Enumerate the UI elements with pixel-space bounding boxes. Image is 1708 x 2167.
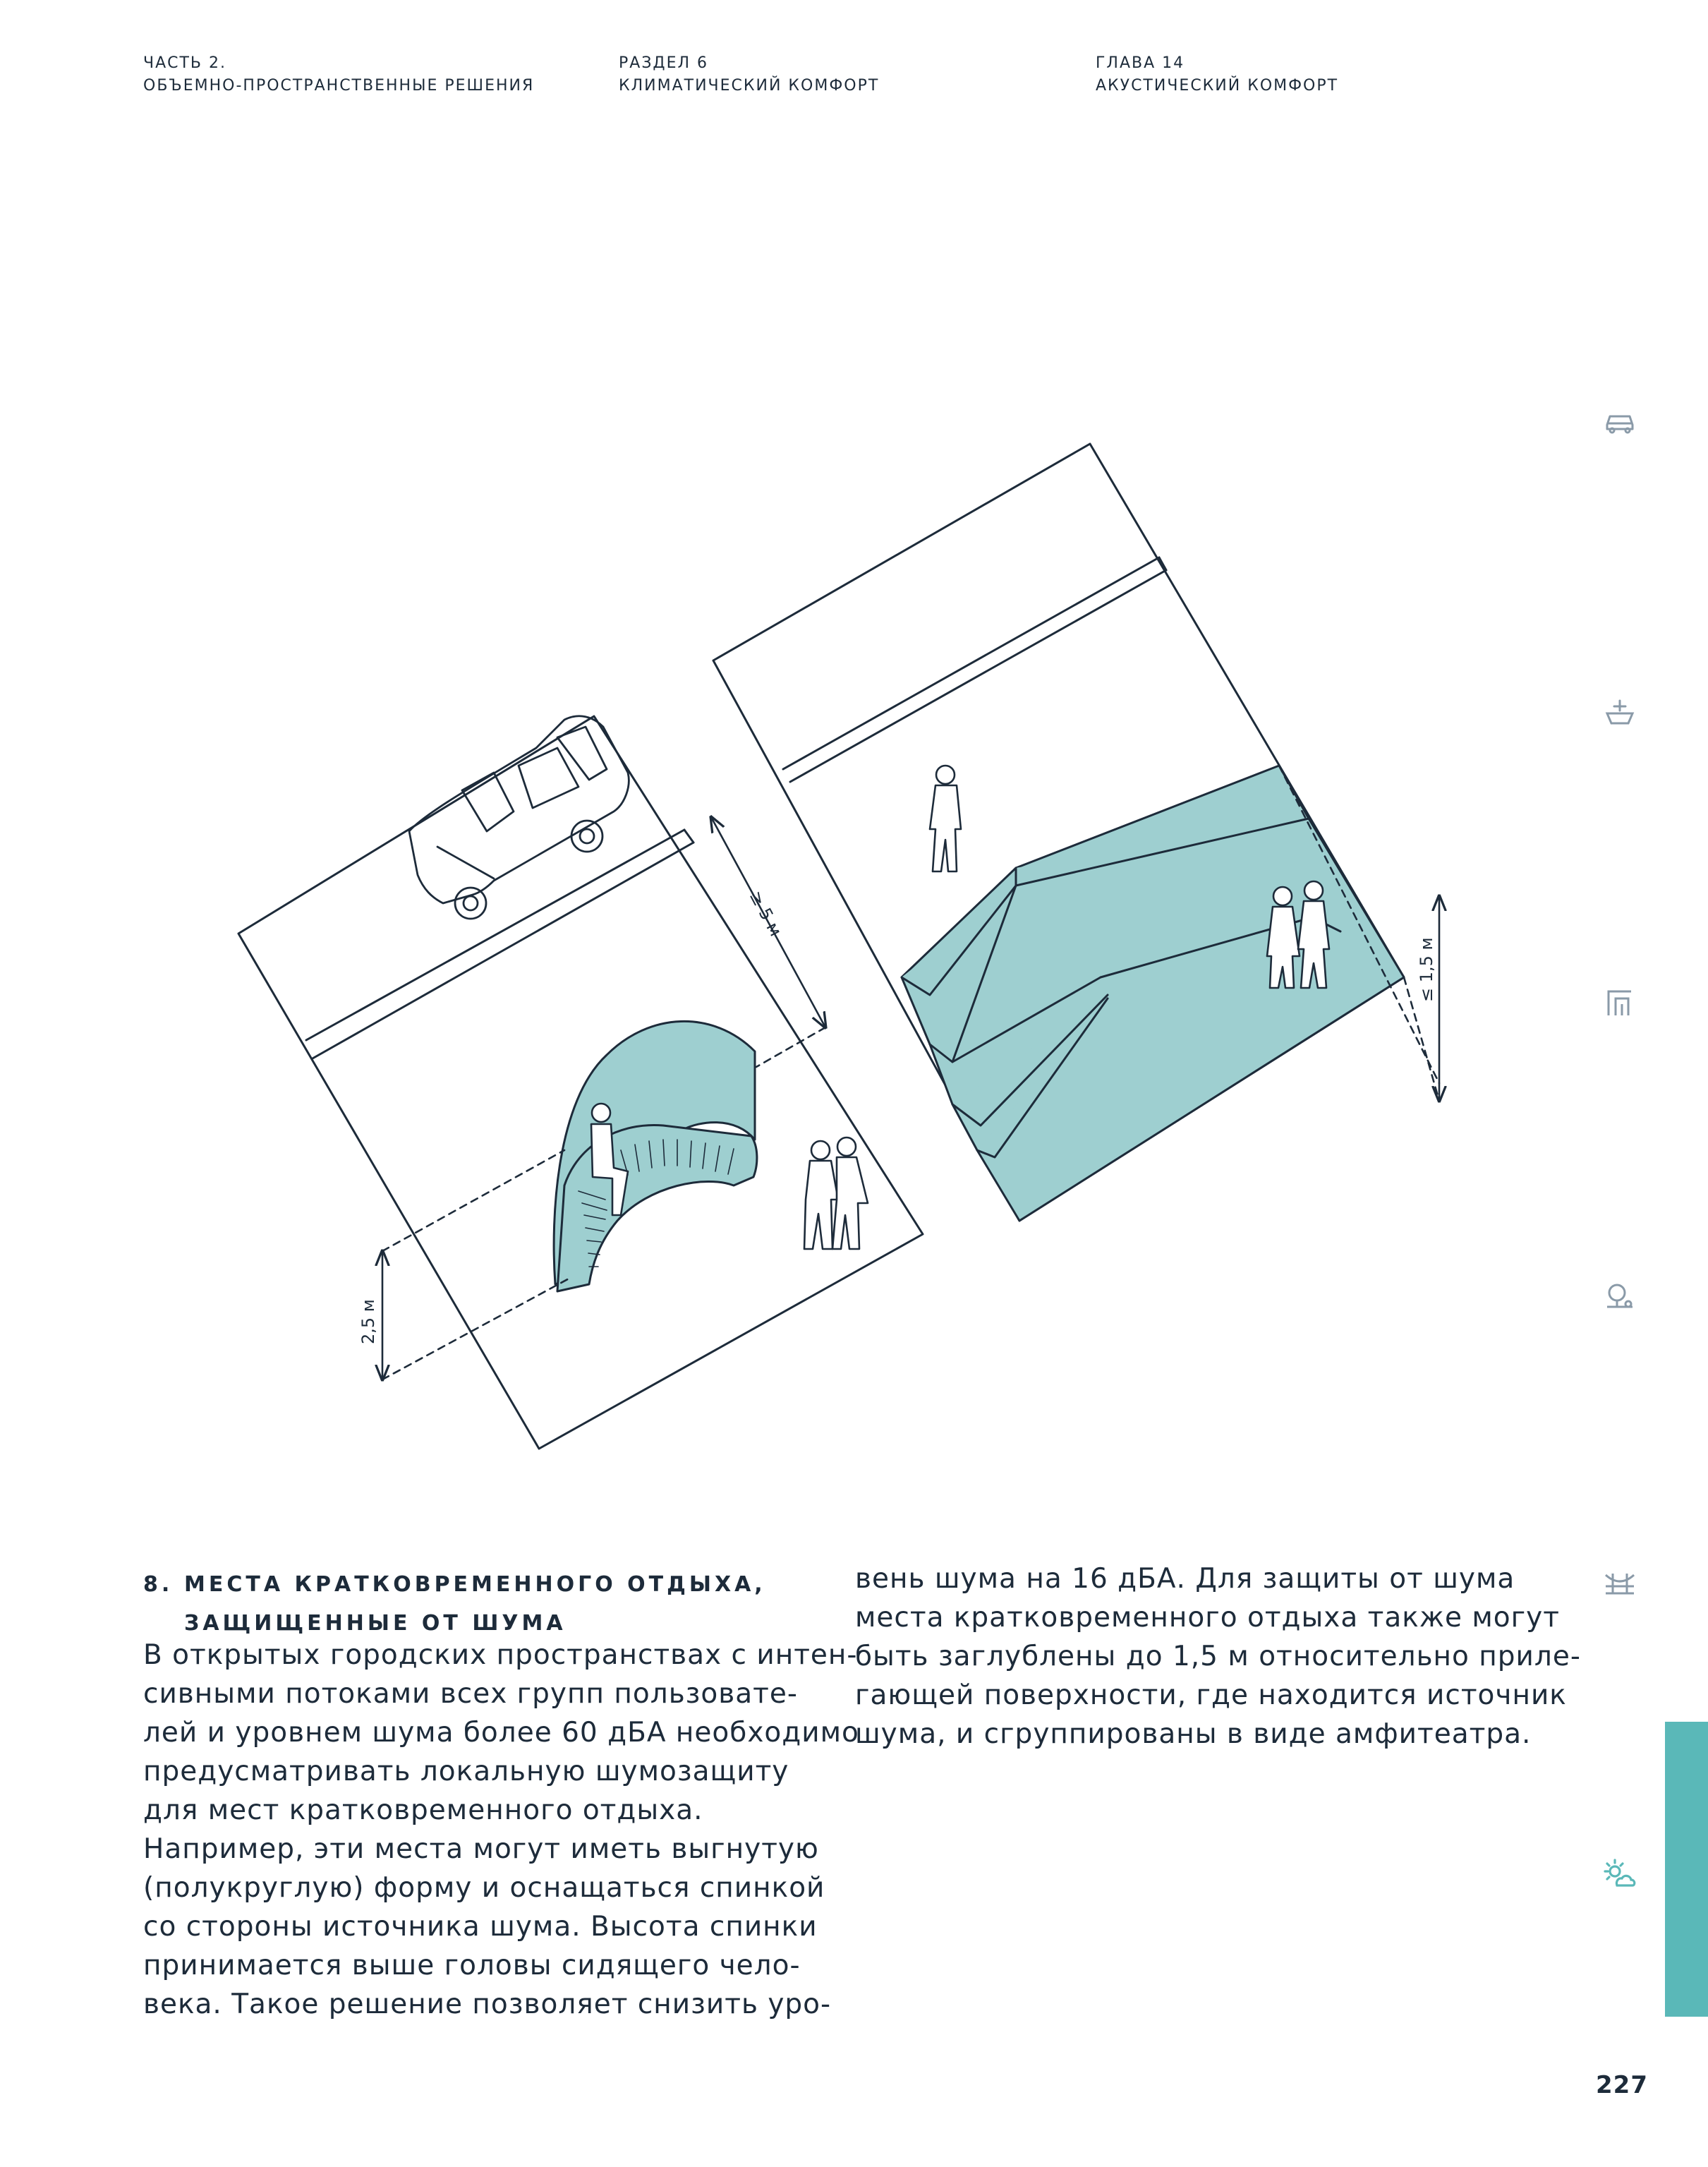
header-section: РАЗДЕЛ 6 КЛИМАТИЧЕСКИЙ КОМФОРТ	[619, 54, 880, 95]
body-column-1: В открытых городских пространствах с интен- сивными потоками всех групп пользовате- лей и уровнем шума более 60 дБА необходимо предусматривать локальную шумозащиту для мест кратковременного отдыха. Например, эти места могут иметь выгнутую (полукруглую) форму и оснащаться спинкой со стороны источника шума. Высота спинки принимается выше головы сидящего чело- века. Такое решение позволяет снизить уро-	[143, 1639, 859, 2020]
ship-icon[interactable]	[1601, 695, 1638, 732]
curved-bench	[557, 1125, 757, 1291]
chapter-tab-marker	[1665, 1722, 1708, 2017]
article-number: 8.	[143, 1572, 174, 1597]
sun-cloud-icon[interactable]	[1601, 1857, 1638, 1894]
dimension-left-label: 2,5 м	[358, 1299, 378, 1344]
tree-icon[interactable]	[1601, 1277, 1638, 1314]
walking-people-icon	[804, 1137, 868, 1249]
dimension-middle-label: ≥ 5 м	[745, 887, 786, 940]
amphitheater-steps	[902, 766, 1404, 1221]
dimension-left	[382, 1150, 571, 1380]
left-curb-line	[306, 830, 684, 1040]
header-part: ЧАСТЬ 2. ОБЪЕМНО-ПРОСТРАНСТВЕННЫЕ РЕШЕНИЯ	[143, 54, 535, 95]
body-column-2: вень шума на 16 дБА. Для защиты от шума места кратковременного отдыха также могут быть заглублены до 1,5 м относительно приле- гающей поверхности, где находится источник шума, и сгруппированы в виде амфитеатра.	[855, 1563, 1581, 1750]
dimension-right-label: ≤ 1,5 м	[1417, 937, 1436, 1002]
left-ground-plate	[238, 716, 923, 1449]
header-chapter: ГЛАВА 14 АКУСТИЧЕСКИЙ КОМФОРТ	[1096, 54, 1339, 95]
dimension-middle	[711, 817, 825, 1067]
bridge-icon[interactable]	[1601, 1565, 1638, 1602]
standing-person-icon	[930, 766, 961, 871]
page-number: 227	[1596, 2071, 1648, 2099]
article-title	[143, 1565, 766, 1643]
building-icon[interactable]	[1601, 984, 1638, 1021]
article-title-line1: МЕСТА КРАТКОВРЕМЕННОГО ОТДЫХА,	[184, 1572, 766, 1597]
car-icon[interactable]	[1601, 402, 1638, 439]
car-icon	[409, 716, 629, 919]
article-title-line2: ЗАЩИЩЕННЫЕ ОТ ШУМА	[184, 1611, 567, 1636]
